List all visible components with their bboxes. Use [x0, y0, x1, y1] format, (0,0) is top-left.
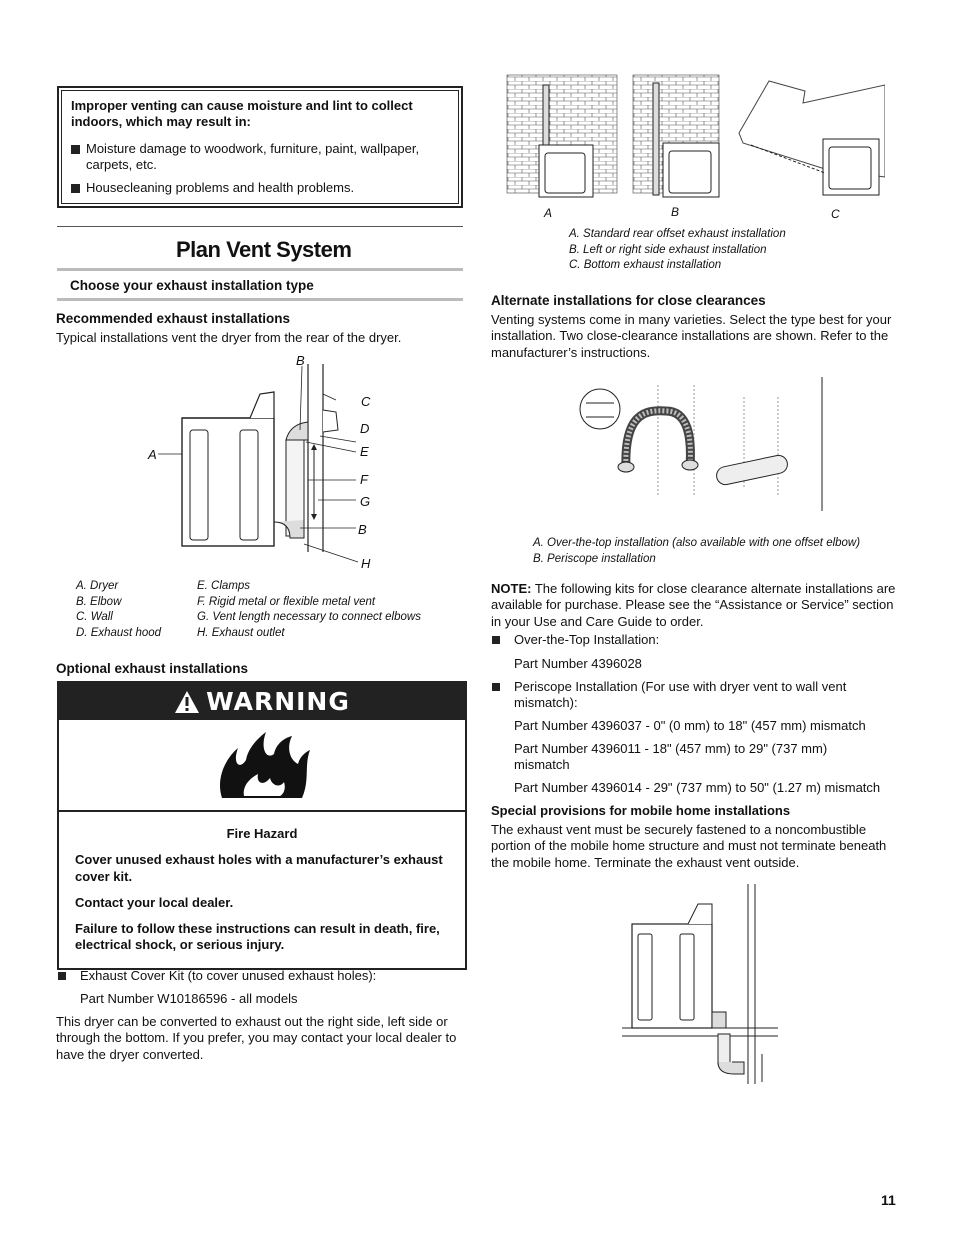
- bullet-icon: [492, 683, 500, 691]
- bullet-icon: [71, 184, 80, 193]
- mobile-heading: Special provisions for mobile home installations: [491, 803, 791, 818]
- alternate-heading: Alternate installations for close clearances: [491, 293, 766, 308]
- alternate-body: Venting systems come in many varieties. Select the type best for your installation. Two close-clearance installations are shown. Refer to the manufacturer’s instructions.: [491, 312, 892, 360]
- part-number: Part Number 4396011 - 18" (457 mm) to 29" (737 mm) mismatch: [514, 741, 828, 773]
- notice-item: Housecleaning problems and health problems.: [71, 180, 449, 196]
- label-d: D: [360, 421, 370, 436]
- bullet-icon: [58, 972, 66, 980]
- divider: [57, 298, 463, 301]
- warning-title: WARNING: [206, 686, 350, 716]
- label-b2: B: [358, 522, 367, 537]
- label-a: A: [148, 447, 157, 462]
- list-item: Over-the-Top Installation:: [492, 632, 902, 648]
- part-number: Part Number 4396037 - 0" (0 mm) to 18" (457 mm) mismatch: [514, 718, 866, 733]
- bullet-icon: [492, 636, 500, 644]
- warning-line: Contact your local dealer.: [75, 894, 234, 910]
- page-number: 11: [881, 1192, 896, 1208]
- part-number: Part Number 4396014 - 29" (737 mm) to 50" (1.27 m) mismatch: [514, 780, 881, 795]
- legend-right: E. Clamps F. Rigid metal or flexible metal vent G. Vent length necessary to connect elbows H. Exhaust outlet: [197, 580, 421, 639]
- rear-exhaust-diagram: [140, 352, 380, 574]
- recommended-heading: Recommended exhaust installations: [56, 311, 291, 326]
- notice-box: [57, 86, 463, 208]
- notice-heading: Improper venting can cause moisture and lint to collect indoors, which may result in:: [71, 98, 413, 130]
- warning-triangle-icon: [174, 690, 200, 714]
- note-paragraph: NOTE: The following kits for close clearance alternate installations are available for purchase. Please see the “Assistance or Service” section in your Use and Care Guide to order.: [491, 581, 896, 629]
- hazard-label: Fire Hazard: [226, 826, 298, 841]
- label-c: C: [361, 394, 371, 409]
- label-f: F: [360, 472, 368, 487]
- warning-line: Failure to follow these instructions can result in death, fire, electrical shock, or serious injury.: [75, 921, 440, 953]
- list-item: Exhaust Cover Kit (to cover unused exhaust holes):: [58, 968, 458, 984]
- fig-label-a: A: [544, 206, 553, 220]
- label-e: E: [360, 444, 369, 459]
- convert-text: This dryer can be converted to exhaust out the right side, left side or through the bottom. If you prefer, you may contact your local dealer to have the dryer converted.: [56, 1014, 457, 1062]
- top-figure-caption: A. Standard rear offset exhaust installation B. Left or right side exhaust installation C. Bottom exhaust installation: [569, 228, 786, 272]
- warning-line: Cover unused exhaust holes with a manufacturer’s exhaust cover kit.: [75, 852, 443, 884]
- mobile-body: The exhaust vent must be securely fastened to a noncombustible portion of the mobile home structure and must not terminate beneath the mobile home. Terminate the exhaust vent outside.: [491, 822, 887, 870]
- page-title: Plan Vent System: [176, 237, 352, 262]
- optional-heading: Optional exhaust installations: [56, 661, 249, 676]
- fire-icon: [214, 730, 314, 800]
- exhaust-types-diagram: [505, 73, 885, 205]
- part-number: Part Number 4396028: [514, 656, 642, 671]
- label-h: H: [361, 556, 371, 571]
- alternate-caption: A. Over-the-top installation (also available with one offset elbow) B. Periscope installation: [533, 537, 861, 565]
- mobile-home-diagram: [618, 884, 778, 1086]
- fig-label-b: B: [671, 205, 680, 219]
- choose-heading: Choose your exhaust installation type: [70, 278, 314, 293]
- notice-item: Moisture damage to woodwork, furniture, paint, wallpaper, carpets, etc.: [71, 141, 449, 174]
- divider: [57, 226, 463, 227]
- warning-box: [57, 681, 467, 970]
- fig-label-c: C: [831, 207, 840, 221]
- recommended-body: Typical installations vent the dryer from the rear of the dryer.: [56, 330, 402, 345]
- warning-banner: [59, 683, 465, 720]
- list-item: Periscope Installation (For use with dryer vent to wall vent mismatch):: [492, 679, 902, 712]
- kit-part-number: Part Number W10186596 - all models: [80, 991, 298, 1006]
- bullet-icon: [71, 145, 80, 154]
- divider: [57, 268, 463, 271]
- label-g: G: [360, 494, 371, 509]
- label-b: B: [296, 353, 305, 368]
- legend-left: A. Dryer B. Elbow C. Wall D. Exhaust hood: [76, 580, 162, 639]
- close-clearance-diagram: [578, 377, 828, 513]
